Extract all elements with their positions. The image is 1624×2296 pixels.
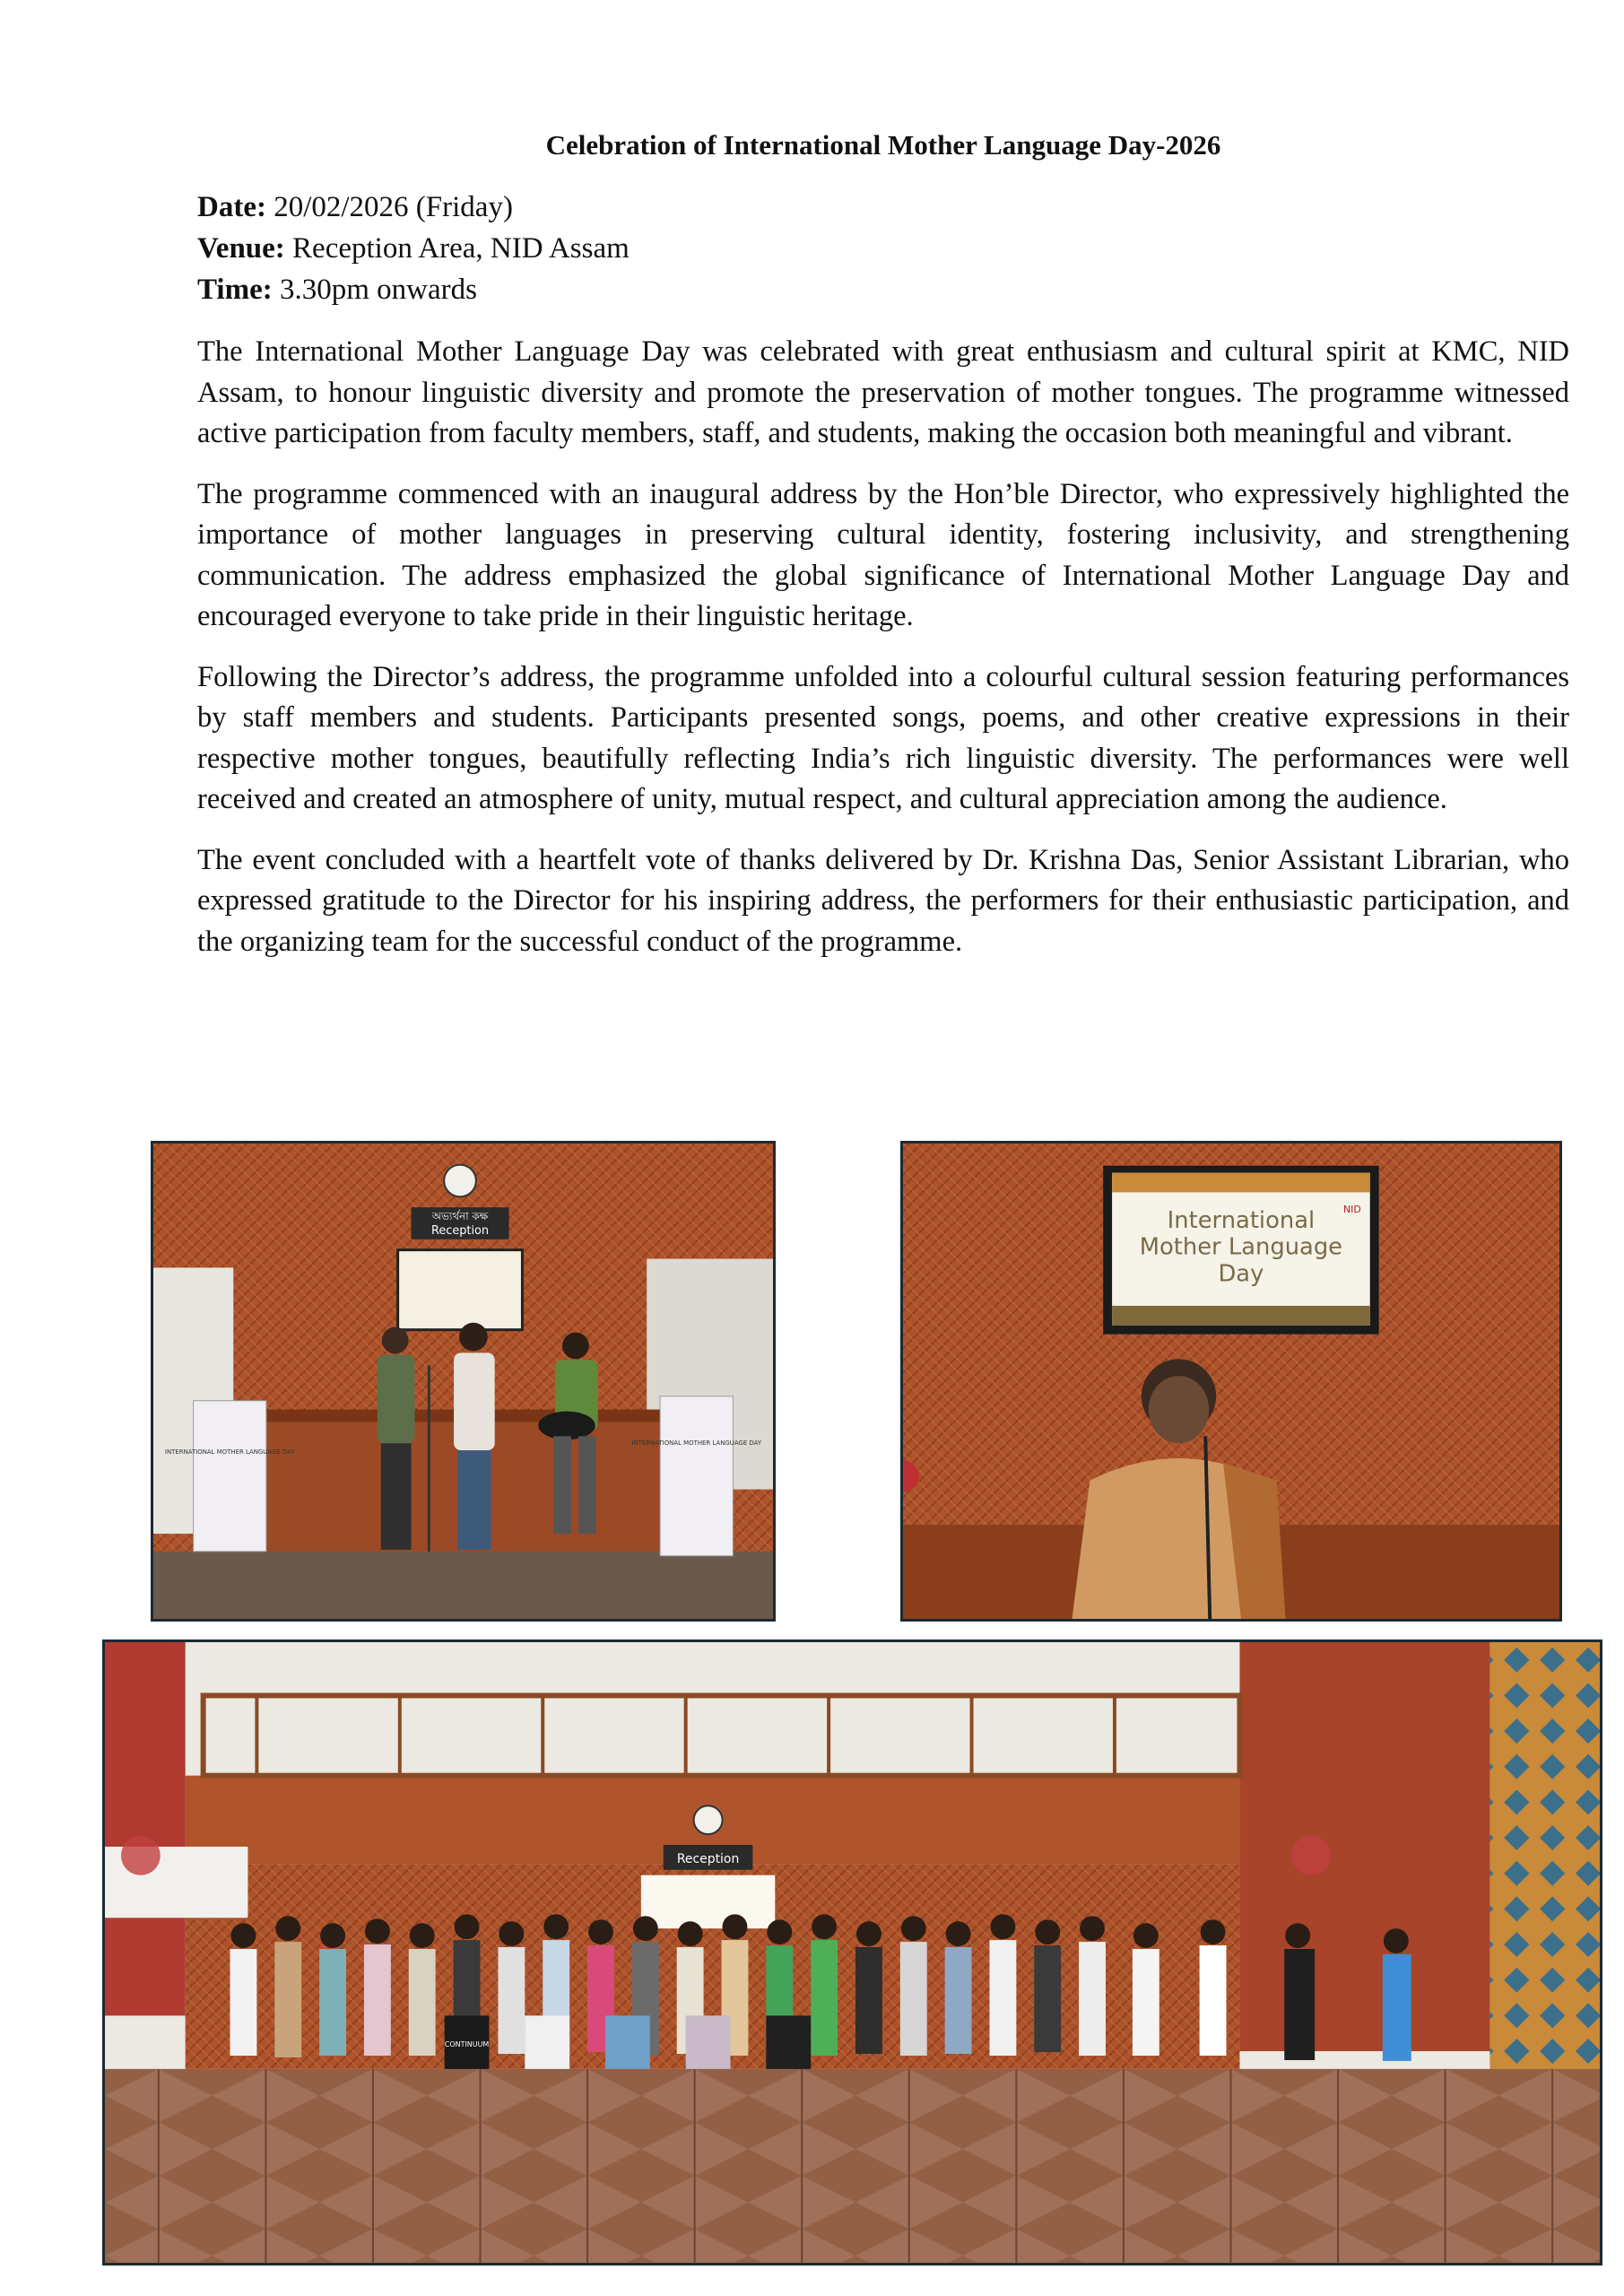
venue-row [197,228,630,269]
document-title: Celebration of International Mother Language Day-2026 [545,129,1221,161]
date-label: Date: [197,191,266,223]
time-label: Time: [197,274,273,306]
reception-sign: Reception [430,1223,490,1238]
tshirt-text: CONTINUUM [444,2040,490,2049]
standee-left-text: INTERNATIONAL MOTHER LANGUAGE DAY [164,1448,295,1457]
screen-logo: NID [1343,1204,1361,1216]
venue-value: Reception Area, NID Assam [284,232,630,265]
report-body [197,332,1569,982]
photo-performance [151,1141,776,1622]
screen-line-3: Day [1218,1260,1264,1288]
venue-label: Venue: [197,232,285,265]
time-value: 3.30pm onwards [272,274,477,306]
screen-line-2: Mother Language [1139,1233,1343,1261]
date-value: 20/02/2026 (Friday) [265,191,513,223]
performer-1 [378,1327,415,1550]
photo-director-address [900,1141,1562,1622]
photo-group [102,1639,1602,2266]
screen-line-1: International [1167,1206,1316,1234]
date-row [197,187,630,228]
paragraph-conclusion: The event concluded with a heartfelt vote of thanks delivered by Dr. Krishna Das, Senior Assistant Librarian, who expressed gratitude to the Director for his inspiring address, the performers for their enthusiastic participation, and the organizing team for the successful conduct of the programme. [197,843,1569,958]
event-details [197,187,630,310]
paragraph-intro: The International Mother Language Day was celebrated with great enthusiasm and cultural spirit at KMC, NID Assam, to honour linguistic diversity and promote the preservation of mother tongues. The programme witnessed active participation from faculty members, staff, and students, making the occasion both meaningful and vibrant. [197,335,1569,449]
sign-assamese: অভ্যৰ্থনা কক্ষ [431,1210,489,1223]
group-reception-sign: Reception [676,1851,740,1866]
standee-right-text: INTERNATIONAL MOTHER LANGUAGE DAY [631,1439,762,1448]
paragraph-cultural: Following the Director’s address, the programme unfolded into a colourful cultural session featuring performances by staff members and students. Participants presented songs, poems, and other creative expressions in their respective mother tongues, beautifully reflecting India’s rich linguistic diversity. The performances were well received and created an atmosphere of unity, mutual respect, and cultural appreciation among the audience. [197,660,1569,815]
time-row [197,269,630,310]
paragraph-address: The programme commenced with an inaugural address by the Hon’ble Director, who expressively highlighted the importance of mother languages in preserving cultural identity, fostering inclusivity, and strengthening communication. The address emphasized the global significance of International Mother Language Day and encouraged everyone to take pride in their linguistic heritage. [197,477,1569,632]
performer-2 [454,1323,495,1550]
